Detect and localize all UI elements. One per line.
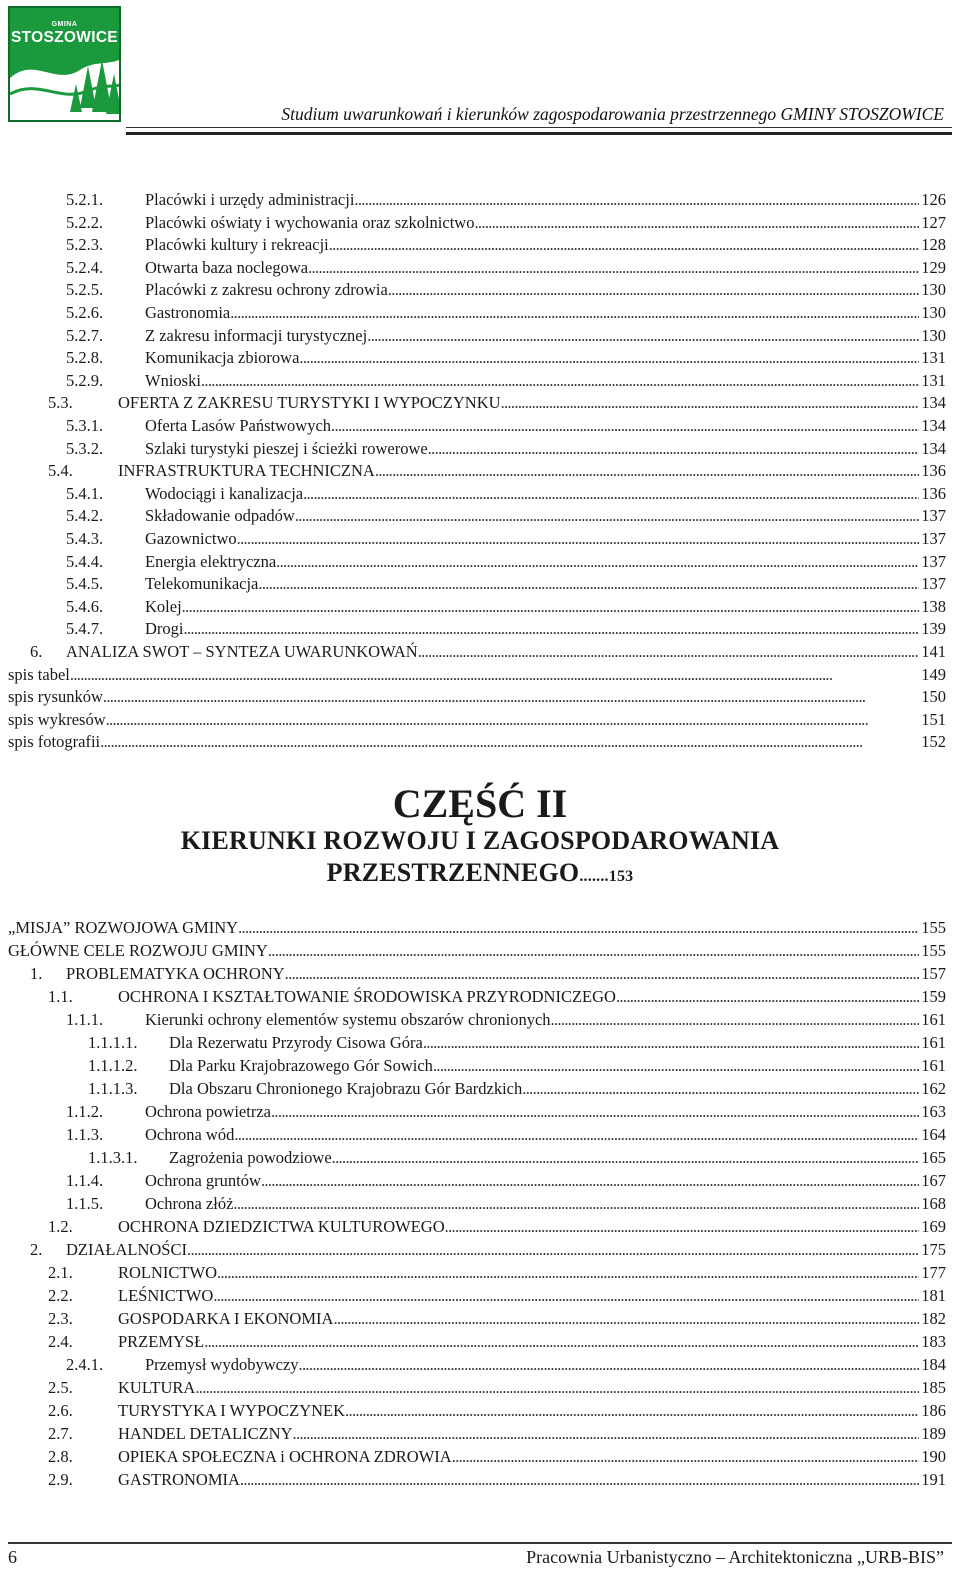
toc-entry[interactable] bbox=[8, 212, 946, 234]
toc-entry-page-number[interactable]: 137 bbox=[921, 506, 946, 526]
toc-dot-leader bbox=[240, 1469, 919, 1491]
toc-entry[interactable] bbox=[8, 483, 946, 505]
toc-dot-leader bbox=[333, 1308, 919, 1330]
toc-entry-number: 2.2. bbox=[48, 1286, 73, 1305]
toc-entry-number: 2.3. bbox=[48, 1309, 73, 1328]
toc-entry-number: 5.3.1. bbox=[66, 416, 104, 435]
toc-entry-number: 1.1.3. bbox=[66, 1125, 104, 1144]
toc-entry-page-number[interactable]: 130 bbox=[921, 303, 946, 322]
toc-entry[interactable] bbox=[8, 1078, 946, 1100]
part-subtitle-text: PRZESTRZENNEGO bbox=[326, 858, 580, 887]
toc-entry[interactable] bbox=[8, 641, 946, 663]
toc-entry-number: 5.4.5. bbox=[66, 574, 104, 594]
logo-name-text: STOSZOWICE bbox=[11, 29, 118, 46]
toc-entry-page-number[interactable]: 152 bbox=[921, 732, 946, 752]
toc-dot-leader bbox=[201, 370, 919, 392]
toc-entry-number: 5.2.2. bbox=[66, 212, 104, 232]
toc-entry-page-number[interactable]: 184 bbox=[921, 1355, 946, 1374]
toc-entry[interactable] bbox=[8, 1009, 946, 1031]
toc-dot-leader bbox=[293, 1423, 920, 1445]
toc-entry-page-number[interactable]: 126 bbox=[921, 190, 946, 209]
toc-dot-leader bbox=[261, 1170, 919, 1192]
toc-entry[interactable] bbox=[8, 1423, 946, 1445]
toc-entry-title[interactable]: Składowanie odpadów bbox=[145, 506, 295, 526]
toc-entry-title[interactable]: TURYSTYKA I WYPOCZYNEK bbox=[118, 1401, 346, 1420]
toc-entry-number: 5.4.7. bbox=[66, 619, 104, 639]
toc-entry-number: 5.2.4. bbox=[66, 257, 104, 277]
toc-entry-title[interactable]: Ochrona powietrza bbox=[145, 1102, 271, 1121]
toc-dot-leader bbox=[182, 596, 920, 618]
toc-dot-leader bbox=[230, 302, 919, 324]
toc-entry[interactable] bbox=[8, 1239, 946, 1261]
toc-entry-number: 5.4. bbox=[48, 461, 73, 481]
toc-entry-title[interactable]: OPIEKA SPOŁECZNA i OCHRONA ZDROWIA bbox=[118, 1447, 452, 1466]
toc-entry-page-number[interactable]: 177 bbox=[921, 1263, 946, 1282]
toc-entry-page-number[interactable]: 128 bbox=[921, 235, 946, 255]
toc-entry[interactable] bbox=[8, 1285, 946, 1307]
toc-entry-title[interactable]: Dla Parku Krajobrazowego Gór Sowich bbox=[169, 1056, 433, 1075]
toc-entry[interactable] bbox=[8, 257, 946, 279]
logo-gmina-text: GMINA bbox=[51, 21, 78, 28]
toc-dot-leader bbox=[452, 1446, 920, 1468]
toc-entry-page-number[interactable]: 164 bbox=[921, 1125, 946, 1144]
toc-dot-leader bbox=[187, 1239, 919, 1261]
toc-dot-leader bbox=[388, 279, 919, 301]
toc-entry-title[interactable]: spis rysunków bbox=[8, 687, 103, 707]
toc-entry[interactable] bbox=[8, 392, 946, 414]
toc-dot-leader bbox=[234, 1124, 919, 1146]
toc-entry-title[interactable]: Gastronomia bbox=[145, 303, 231, 322]
toc-entry-page-number[interactable]: 191 bbox=[921, 1470, 946, 1489]
toc-entry-title[interactable]: OFERTA Z ZAKRESU TURYSTYKI I WYPOCZYNKU bbox=[118, 393, 501, 413]
toc-entry-number: 1.1.4. bbox=[66, 1171, 104, 1190]
toc-entry[interactable] bbox=[8, 618, 946, 640]
toc-entry-page-number[interactable]: 134 bbox=[921, 393, 946, 413]
part-subtitle-line-2 bbox=[0, 858, 960, 888]
toc-entry[interactable] bbox=[8, 415, 946, 437]
toc-entry-page-number[interactable]: 150 bbox=[921, 687, 946, 707]
toc-entry-page-number[interactable]: 185 bbox=[921, 1378, 946, 1397]
toc-entry-page-number[interactable]: 155 bbox=[921, 941, 946, 960]
toc-dot-leader bbox=[299, 347, 919, 369]
toc-dot-leader bbox=[268, 940, 919, 962]
toc-entry-title[interactable]: GOSPODARKA I EKONOMIA bbox=[118, 1309, 334, 1328]
toc-entry-page-number[interactable]: 155 bbox=[921, 918, 946, 937]
toc-entry-title[interactable]: GASTRONOMIA bbox=[118, 1470, 240, 1489]
toc-entry-number: 2.9. bbox=[48, 1470, 73, 1489]
toc-entry-page-number[interactable]: 157 bbox=[921, 964, 946, 983]
toc-entry[interactable] bbox=[8, 1377, 946, 1399]
toc-entry-title[interactable]: DZIAŁALNOŚCI bbox=[66, 1240, 187, 1259]
toc-entry-number: 2.7. bbox=[48, 1424, 73, 1443]
toc-entry-page-number[interactable]: 137 bbox=[921, 551, 946, 571]
toc-entry-page-number[interactable]: 139 bbox=[921, 619, 946, 639]
toc-entry-title[interactable]: Przemysł wydobywczy bbox=[145, 1355, 299, 1374]
toc-entry-title[interactable]: ANALIZA SWOT – SYNTEZA UWARUNKOWAŃ bbox=[66, 642, 418, 661]
toc-entry-title[interactable]: HANDEL DETALICZNY bbox=[118, 1424, 293, 1443]
toc-dot-leader bbox=[195, 1377, 919, 1399]
toc-entry-number: 5.4.1. bbox=[66, 483, 104, 503]
part-subtitle-line-1: KIERUNKI ROZWOJU I ZAGOSPODAROWANIA bbox=[180, 826, 780, 855]
toc-entry[interactable] bbox=[8, 940, 946, 962]
toc-entry-page-number[interactable]: 134 bbox=[921, 416, 946, 435]
toc-entry-number: 1.1. bbox=[48, 987, 73, 1006]
toc-entry[interactable] bbox=[8, 279, 946, 301]
toc-entry-number: 5.2.1. bbox=[66, 190, 104, 209]
toc-dot-leader bbox=[367, 325, 919, 347]
toc-entry-page-number[interactable]: 161 bbox=[921, 1010, 946, 1029]
toc-entry-number: 5.2.8. bbox=[66, 348, 104, 368]
footer-divider bbox=[8, 1542, 952, 1544]
toc-entry[interactable] bbox=[8, 1400, 946, 1422]
toc-entry[interactable] bbox=[8, 986, 946, 1008]
toc-dot-leader bbox=[237, 528, 920, 550]
document-header-title: Studium uwarunkowań i kierunków zagospodarowania przestrzennego GMINY STOSZOWICE bbox=[281, 104, 944, 124]
toc-entry-title[interactable]: Komunikacja zbiorowa bbox=[145, 348, 300, 368]
toc-dot-leader bbox=[271, 1101, 919, 1123]
toc-dot-leader bbox=[258, 573, 919, 595]
toc-entry-page-number[interactable]: 169 bbox=[921, 1217, 946, 1236]
toc-entry-page-number[interactable]: 161 bbox=[921, 1033, 946, 1052]
toc-entry[interactable] bbox=[8, 551, 946, 573]
toc-entry[interactable] bbox=[8, 460, 946, 482]
toc-entry-number: 1.1.3.1. bbox=[88, 1148, 138, 1167]
toc-entry-page-number[interactable]: 138 bbox=[921, 596, 946, 616]
toc-dot-leader bbox=[616, 986, 919, 1008]
toc-entry-title[interactable]: GŁÓWNE CELE ROZWOJU GMINY bbox=[8, 941, 268, 960]
toc-entry[interactable] bbox=[8, 664, 946, 686]
toc-entry-title[interactable]: LEŚNICTWO bbox=[118, 1286, 214, 1305]
toc-entry-page-number[interactable]: 186 bbox=[921, 1401, 946, 1420]
toc-dot-leader bbox=[474, 212, 919, 234]
toc-dot-leader bbox=[299, 1354, 920, 1376]
toc-entry-page-number[interactable]: 182 bbox=[921, 1309, 946, 1328]
toc-dot-leader bbox=[233, 1193, 919, 1215]
toc-entry-page-number[interactable]: 136 bbox=[921, 483, 946, 503]
toc-dot-leader bbox=[295, 505, 919, 527]
toc-entry[interactable] bbox=[8, 370, 946, 392]
toc-entry-page-number[interactable]: 130 bbox=[921, 325, 946, 345]
toc-entry-number: 5.2.7. bbox=[66, 325, 104, 345]
toc-dot-leader bbox=[217, 1262, 919, 1284]
toc-entry-title[interactable]: Energia elektryczna bbox=[145, 551, 277, 571]
part-page-number[interactable]: 153 bbox=[608, 868, 634, 885]
toc-entry-number: 5.3. bbox=[48, 393, 73, 413]
toc-entry-title[interactable]: ROLNICTWO bbox=[118, 1263, 217, 1282]
toc-dot-leader bbox=[522, 1078, 919, 1100]
toc-dot-leader bbox=[423, 1032, 919, 1054]
toc-entry-number: 5.2.5. bbox=[66, 280, 104, 300]
toc-entry-title[interactable]: Kolej bbox=[145, 596, 182, 616]
toc-entry[interactable] bbox=[8, 1032, 946, 1054]
toc-entry[interactable] bbox=[8, 573, 946, 595]
toc-entry-page-number[interactable]: 159 bbox=[921, 987, 946, 1006]
part-title: CZĘŚĆ II bbox=[392, 781, 568, 826]
toc-dot-leader bbox=[428, 438, 920, 460]
toc-entry-title[interactable]: PRZEMYSŁ bbox=[118, 1332, 205, 1351]
toc-entry[interactable] bbox=[8, 1331, 946, 1353]
toc-entry-page-number[interactable]: 163 bbox=[921, 1102, 946, 1121]
toc-entry[interactable] bbox=[8, 1446, 946, 1468]
toc-entry-number: 5.4.6. bbox=[66, 596, 104, 616]
toc-entry-page-number[interactable]: 136 bbox=[921, 461, 946, 481]
toc-entry[interactable] bbox=[8, 1147, 946, 1169]
toc-entry-number: 1.1.1.1. bbox=[88, 1033, 138, 1052]
toc-entry[interactable] bbox=[8, 596, 946, 618]
toc-entry-number: 2.4.1. bbox=[66, 1355, 104, 1374]
toc-entry-title[interactable]: „MISJA” ROZWOJOWA GMINY bbox=[8, 918, 239, 937]
toc-entry[interactable] bbox=[8, 347, 946, 369]
toc-entry[interactable] bbox=[8, 1308, 946, 1330]
toc-entry[interactable] bbox=[8, 505, 946, 527]
toc-entry-page-number[interactable]: 162 bbox=[921, 1079, 946, 1098]
toc-entry-number: 1.2. bbox=[48, 1217, 73, 1236]
toc-entry-number: 1.1.1. bbox=[66, 1010, 104, 1029]
toc-entry-page-number[interactable]: 130 bbox=[921, 280, 946, 300]
toc-entry[interactable] bbox=[8, 528, 946, 550]
toc-entry-title[interactable]: Dla Rezerwatu Przyrody Cisowa Góra bbox=[169, 1033, 423, 1052]
toc-entry-title[interactable]: spis wykresów bbox=[8, 709, 106, 729]
toc-entry-title[interactable]: Otwarta baza noclegowa bbox=[145, 257, 309, 277]
toc-dot-leader bbox=[276, 551, 919, 573]
toc-entry-page-number[interactable]: 134 bbox=[921, 438, 946, 458]
toc-entry-title[interactable]: INFRASTRUKTURA TECHNICZNA bbox=[118, 461, 375, 481]
toc-entry-title[interactable]: Kierunki ochrony elementów systemu obszarów chronionych bbox=[145, 1010, 551, 1029]
toc-entry[interactable] bbox=[8, 1101, 946, 1123]
toc-dot-leader bbox=[308, 257, 919, 279]
toc-entry-number: 5.2.6. bbox=[66, 303, 104, 322]
toc-entry-title[interactable]: KULTURA bbox=[118, 1378, 196, 1397]
toc-entry[interactable] bbox=[8, 325, 946, 347]
toc-dot-leader bbox=[329, 234, 920, 256]
toc-entry-number: 2. bbox=[30, 1240, 43, 1259]
toc-entry-title[interactable]: Placówki i urzędy administracji bbox=[145, 190, 355, 209]
toc-dot-leader bbox=[100, 731, 919, 753]
header-divider bbox=[126, 127, 952, 135]
toc-entry-title[interactable]: Placówki kultury i rekreacji bbox=[145, 235, 329, 255]
toc-dot-leader bbox=[354, 189, 919, 211]
toc-entry[interactable] bbox=[8, 731, 946, 753]
toc-entry-number: 6. bbox=[30, 642, 43, 661]
toc-dot-leader bbox=[501, 392, 920, 414]
toc-entry-number: 5.4.2. bbox=[66, 506, 104, 526]
toc-entry-title[interactable]: Ochrona gruntów bbox=[145, 1171, 261, 1190]
toc-entry-title[interactable]: OCHRONA I KSZTAŁTOWANIE ŚRODOWISKA PRZYRODNICZEGO bbox=[118, 987, 616, 1006]
toc-dot-leader bbox=[106, 709, 920, 731]
toc-entry-number: 5.4.3. bbox=[66, 529, 104, 548]
toc-entry-title[interactable]: Dla Obszaru Chronionego Krajobrazu Gór Bardzkich bbox=[169, 1079, 523, 1098]
toc-entry-number: 1. bbox=[30, 964, 43, 983]
toc-entry[interactable] bbox=[8, 686, 946, 708]
toc-entry-number: 2.1. bbox=[48, 1263, 73, 1282]
toc-entry-page-number[interactable]: 168 bbox=[921, 1194, 946, 1213]
toc-entry-title[interactable]: Oferta Lasów Państwowych bbox=[145, 416, 332, 435]
toc-entry-title[interactable]: Zagrożenia powodziowe bbox=[169, 1148, 332, 1167]
toc-entry-number: 5.4.4. bbox=[66, 551, 104, 571]
toc-entry[interactable] bbox=[8, 1055, 946, 1077]
toc-dot-leader bbox=[433, 1055, 919, 1077]
toc-entry-page-number[interactable]: 149 bbox=[921, 664, 946, 684]
toc-dot-leader bbox=[551, 1009, 920, 1031]
toc-dot-leader bbox=[332, 1147, 920, 1169]
toc-dot-leader bbox=[303, 483, 919, 505]
toc-entry-title[interactable]: OCHRONA DZIEDZICTWA KULTUROWEGO bbox=[118, 1217, 445, 1236]
footer-publisher: Pracownia Urbanistyczno – Architektoniczna „URB-BIS” bbox=[526, 1547, 944, 1567]
toc-entry-page-number[interactable]: 137 bbox=[921, 574, 946, 594]
footer-page-number: 6 bbox=[8, 1547, 17, 1567]
toc-entry[interactable] bbox=[8, 963, 946, 985]
toc-entry-number: 1.1.1.3. bbox=[88, 1079, 138, 1098]
gmina-logo bbox=[8, 6, 121, 122]
toc-entry-title[interactable]: Telekomunikacja bbox=[145, 574, 259, 594]
toc-entry[interactable] bbox=[8, 234, 946, 256]
toc-entry[interactable] bbox=[8, 1354, 946, 1376]
toc-entry-page-number[interactable]: 141 bbox=[921, 642, 946, 661]
toc-entry-number: 2.5. bbox=[48, 1378, 73, 1397]
toc-entry-title[interactable]: Szlaki turystyki pieszej i ścieżki rowerowe bbox=[145, 438, 428, 458]
toc-entry-title[interactable]: Wnioski bbox=[145, 370, 201, 390]
toc-entry[interactable] bbox=[8, 917, 946, 939]
toc-entry-title[interactable]: Ochrona złóż bbox=[145, 1194, 234, 1213]
toc-entry-page-number[interactable]: 151 bbox=[921, 709, 946, 729]
toc-dot-leader bbox=[418, 641, 920, 663]
toc-entry[interactable] bbox=[8, 1469, 946, 1491]
toc-entry-page-number[interactable]: 127 bbox=[921, 212, 946, 232]
toc-dot-leader bbox=[331, 415, 919, 437]
toc-entry-title[interactable]: spis tabel bbox=[8, 664, 70, 684]
toc-entry-title[interactable]: Placówki oświaty i wychowania oraz szkolnictwo bbox=[145, 212, 475, 232]
toc-entry-page-number[interactable]: 181 bbox=[921, 1286, 946, 1305]
toc-entry-number: 1.1.5. bbox=[66, 1194, 104, 1213]
toc-entry[interactable] bbox=[8, 1216, 946, 1238]
toc-entry-page-number[interactable]: 129 bbox=[921, 257, 946, 277]
toc-entry[interactable] bbox=[8, 438, 946, 460]
toc-entry[interactable] bbox=[8, 1262, 946, 1284]
toc-dot-leader bbox=[445, 1216, 920, 1238]
toc-entry-page-number[interactable]: 189 bbox=[921, 1424, 946, 1443]
toc-entry-page-number[interactable]: 190 bbox=[921, 1447, 946, 1466]
toc-entry-page-number[interactable]: 161 bbox=[921, 1056, 946, 1075]
toc-entry-page-number[interactable]: 165 bbox=[921, 1148, 946, 1167]
toc-entry[interactable] bbox=[8, 1124, 946, 1146]
toc-entry-number: 5.3.2. bbox=[66, 438, 104, 458]
toc-dot-leader bbox=[184, 618, 920, 640]
part-subtitle-leader: ....... bbox=[579, 868, 609, 885]
toc-entry-title[interactable]: Gazownictwo bbox=[145, 529, 237, 548]
toc-entry-number: 2.4. bbox=[48, 1332, 73, 1351]
toc-entry-number: 1.1.2. bbox=[66, 1102, 104, 1121]
toc-entry-title[interactable]: Wodociągi i kanalizacja bbox=[145, 483, 304, 503]
toc-entry-title[interactable]: Z zakresu informacji turystycznej bbox=[145, 325, 368, 345]
toc-entry-number: 2.6. bbox=[48, 1401, 73, 1420]
toc-dot-leader bbox=[238, 917, 919, 939]
toc-entry-title[interactable]: Ochrona wód bbox=[145, 1125, 235, 1144]
toc-entry-number: 5.2.9. bbox=[66, 370, 104, 390]
toc-entry-page-number[interactable]: 137 bbox=[921, 529, 946, 548]
toc-dot-leader bbox=[103, 686, 919, 708]
toc-entry-page-number[interactable]: 183 bbox=[921, 1332, 946, 1351]
toc-dot-leader bbox=[345, 1400, 919, 1422]
toc-entry-title[interactable]: Placówki z zakresu ochrony zdrowia bbox=[145, 280, 388, 300]
toc-dot-leader bbox=[204, 1331, 919, 1353]
toc-entry-page-number[interactable]: 131 bbox=[921, 348, 946, 368]
toc-entry-number: 5.2.3. bbox=[66, 235, 104, 255]
toc-entry-number: 2.8. bbox=[48, 1447, 73, 1466]
toc-entry[interactable] bbox=[8, 709, 946, 731]
toc-entry[interactable] bbox=[8, 189, 946, 211]
toc-entry-page-number[interactable]: 167 bbox=[921, 1171, 946, 1190]
toc-dot-leader bbox=[285, 963, 920, 985]
toc-dot-leader bbox=[213, 1285, 919, 1307]
toc-entry-title[interactable]: Drogi bbox=[145, 619, 184, 639]
toc-entry-page-number[interactable]: 131 bbox=[921, 370, 946, 390]
toc-entry[interactable] bbox=[8, 302, 946, 324]
toc-entry-title[interactable]: spis fotografii bbox=[8, 732, 101, 752]
toc-entry-title[interactable]: PROBLEMATYKA OCHRONY bbox=[66, 964, 285, 983]
toc-entry-page-number[interactable]: 175 bbox=[921, 1240, 946, 1259]
toc-entry-number: 1.1.1.2. bbox=[88, 1056, 138, 1075]
toc-dot-leader bbox=[375, 460, 919, 482]
toc-entry[interactable] bbox=[8, 1170, 946, 1192]
toc-entry[interactable] bbox=[8, 1193, 946, 1215]
toc-dot-leader bbox=[70, 664, 919, 686]
